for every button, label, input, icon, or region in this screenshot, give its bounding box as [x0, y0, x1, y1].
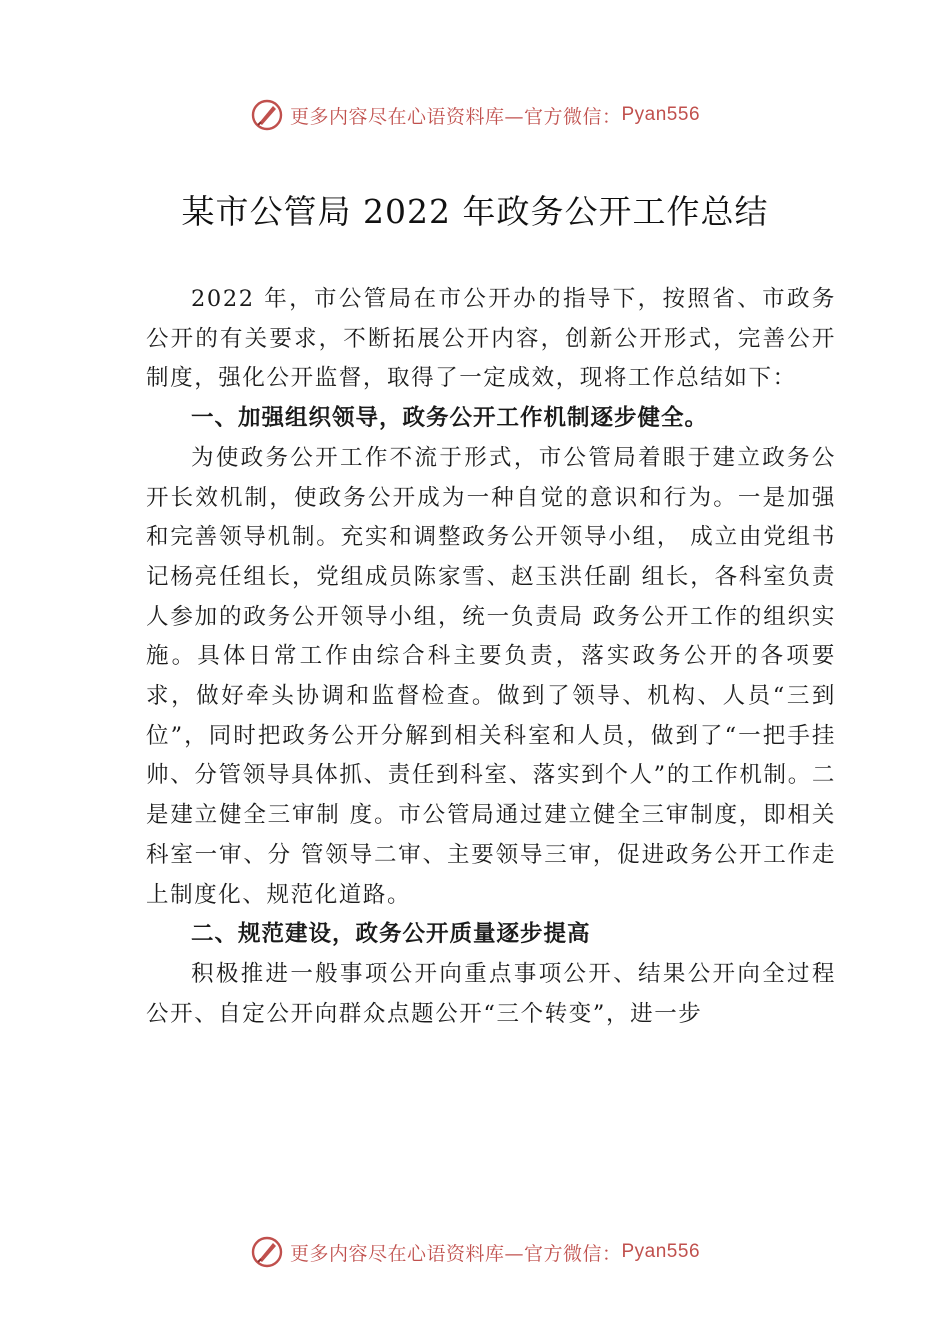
- footer-banner-text: 更多内容尽在心语资料库—官方微信：: [289, 1242, 622, 1265]
- quill-logo-icon: [250, 1235, 284, 1269]
- footer-wechat-id: Pyan556: [621, 1241, 701, 1262]
- header-banner-text: 更多内容尽在心语资料库—官方微信：: [289, 105, 622, 128]
- section-1-heading: 一、加强组织领导，政务公开工作机制逐步健全。: [191, 405, 709, 432]
- document-title: 某市公管局 2022 年政务公开工作总结: [181, 192, 769, 231]
- header-banner: [0, 95, 950, 135]
- quill-logo-icon: [250, 98, 284, 132]
- intro-paragraph: 2022 年，市公管局在市公开办的指导下，按照省、市政务公开的有关要求，不断拓展公开内容，创新公开形式，完善公开制度，强化公开监督，取得了一定成效，现将工作总结如下：: [146, 286, 836, 392]
- document-body: [146, 280, 836, 1034]
- section-2-paragraph: 积极推进一般事项公开向重点事项公开、结果公开向全过程公开、自定公开向群众点题公开“三个转变”，进一步: [146, 960, 836, 1027]
- section-1-paragraph: 为使政务公开工作不流于形式，市公管局着眼于建立政务公开长效机制，使政务公开成为一种自觉的意识和行为。一是加强和完善领导机制。充实和调整政务公开领导小组， 成立由党组书记杨亮任组长，党组成员陈家雪、赵玉洪任副 组长，各科室负责人参加的政务公开领导小组，统一负责局 政务公开工作的组织实施。具体日常工作由综合科主要负责，落实政务公开的各项要求，做好牵头协调和监督检查。做到了领导、机构、人员“三到位”，同时把政务公开分解到相关科室和人员，做到了“一把手挂帅、分管领导具体抓、责任到科室、落实到个人”的工作机制。二是建立健全三审制 度。市公管局通过建立健全三审制度，即相关科室一审、分 管领导二审、主要领导三审，促进政务公开工作走上制度化、规范化道路。: [146, 444, 836, 908]
- footer-banner: [0, 1232, 950, 1272]
- header-wechat-id: Pyan556: [621, 104, 701, 125]
- section-2-heading: 二、规范建设，政务公开质量逐步提高: [191, 921, 591, 948]
